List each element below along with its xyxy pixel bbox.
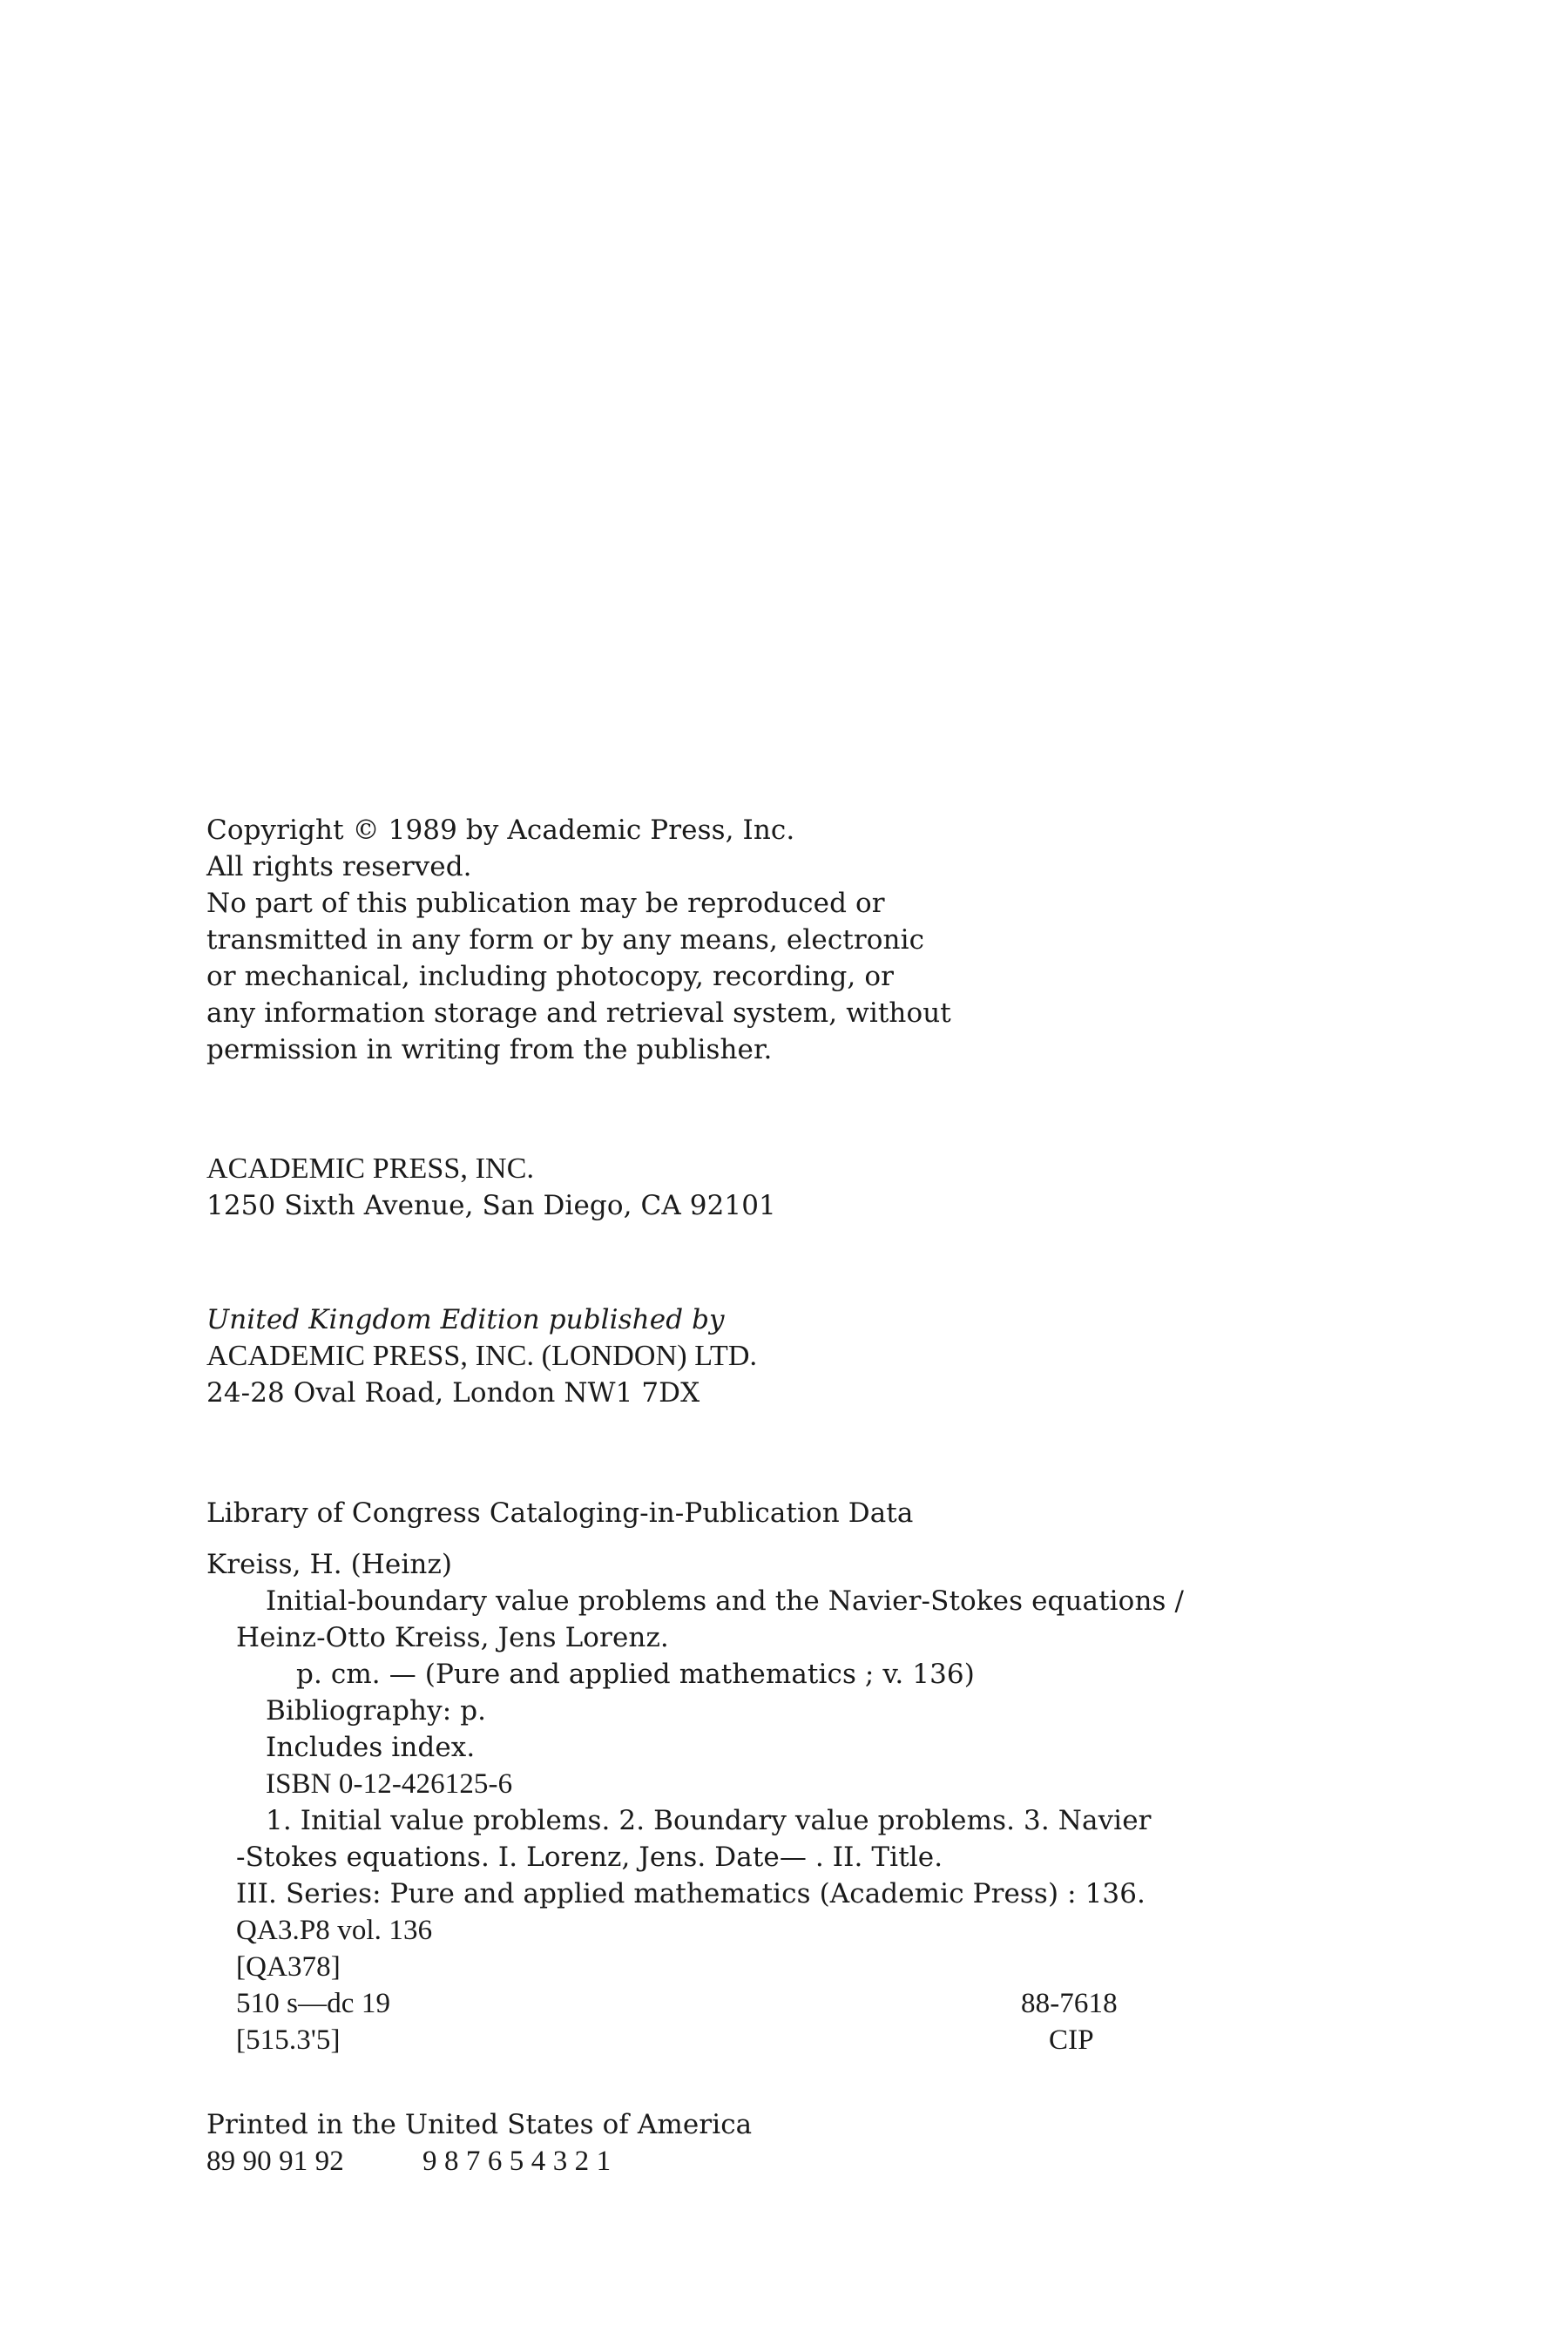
copyright-text-line: No part of this publication may be reproduced or <box>206 888 885 919</box>
cip-heading: Library of Congress Cataloging-in-Publication Data <box>206 1497 914 1529</box>
publisher-us-name: ACADEMIC PRESS, INC. <box>206 1152 535 1185</box>
printing-impressions: 9 8 7 6 5 4 3 2 1 <box>422 2146 612 2177</box>
cip-series: III. Series: Pure and applied mathematics (Academic Press) : 136. <box>236 1878 1146 1909</box>
publisher-us-address: 1250 Sixth Avenue, San Diego, CA 92101 <box>206 1190 776 1221</box>
copyright-text-line: any information storage and retrieval system, without <box>206 997 951 1029</box>
cip-lccn: 88-7618 <box>1021 1988 1118 2019</box>
cip-call-number: QA3.P8 vol. 136 <box>236 1915 433 1946</box>
cip-author: Kreiss, H. (Heinz) <box>206 1549 453 1580</box>
cip-label: CIP <box>1049 2024 1094 2056</box>
copyright-line: Copyright © 1989 by Academic Press, Inc. <box>206 814 795 846</box>
rights-reserved-line: All rights reserved. <box>206 851 472 882</box>
publisher-uk-intro: United Kingdom Edition published by <box>206 1304 725 1335</box>
copyright-text-line: permission in writing from the publisher. <box>206 1034 773 1065</box>
cip-title: Initial-boundary value problems and the Navier-Stokes equations / <box>266 1585 1185 1617</box>
cip-subjects-continued: -Stokes equations. I. Lorenz, Jens. Date— . II. Title. <box>236 1842 943 1873</box>
cip-subjects: 1. Initial value problems. 2. Boundary value problems. 3. Navier <box>266 1805 1152 1836</box>
publisher-uk-name: ACADEMIC PRESS, INC. (LONDON) LTD. <box>206 1340 758 1372</box>
cip-physical-description: p. cm. — (Pure and applied mathematics ; v. 136) <box>296 1659 975 1690</box>
cip-dewey: 510 s—dc 19 <box>236 1988 391 2019</box>
copyright-text-line: transmitted in any form or by any means, electronic <box>206 924 925 956</box>
cip-bibliography: Bibliography: p. <box>266 1695 487 1727</box>
cip-title-continued: Heinz-Otto Kreiss, Jens Lorenz. <box>236 1622 669 1653</box>
printed-in-line: Printed in the United States of America <box>206 2109 753 2140</box>
cip-isbn: ISBN 0-12-426125-6 <box>266 1768 513 1800</box>
cip-dewey-alt: [515.3'5] <box>236 2024 341 2056</box>
printing-years: 89 90 91 92 <box>206 2146 344 2177</box>
copyright-text-line: or mechanical, including photocopy, recording, or <box>206 961 895 992</box>
cip-call-number-alt: [QA378] <box>236 1951 341 1983</box>
publisher-uk-address: 24-28 Oval Road, London NW1 7DX <box>206 1377 700 1409</box>
cip-index: Includes index. <box>266 1732 476 1763</box>
